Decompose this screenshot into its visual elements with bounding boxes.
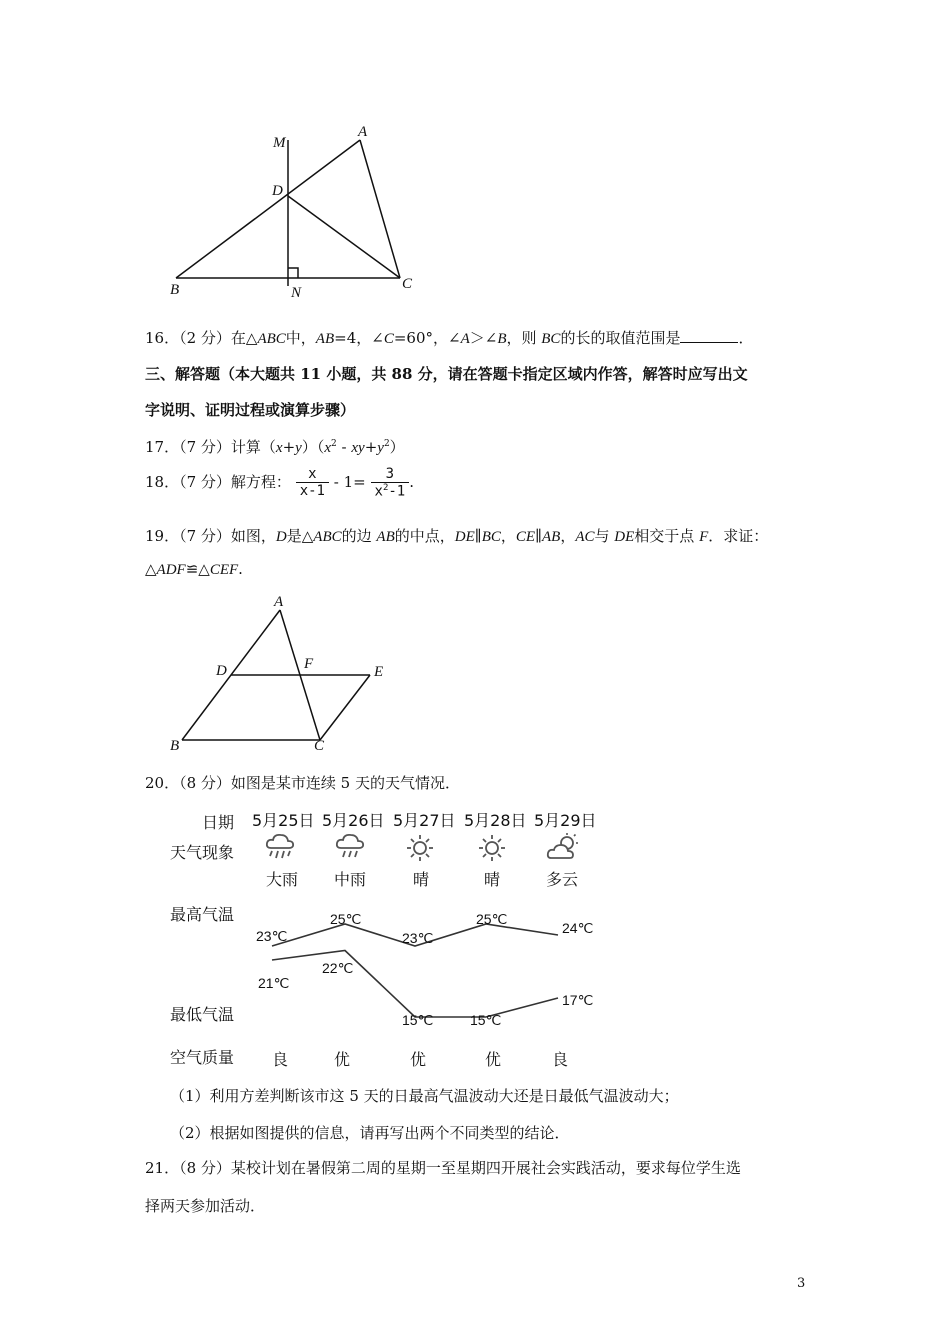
row-label-air: 空气质量 [170,1048,235,1067]
high-temp-3: 23℃ [402,930,434,946]
question-17: 17．（7 分）计算$(x+y)(x^2 - xy+y^2)$ [145,438,405,456]
high-temp-4: 25℃ [476,911,508,927]
weather-2: 中雨 [334,870,367,889]
low-temp-2: 22℃ [322,960,354,976]
segment-dc [288,196,400,278]
air-1: 良 [272,1050,289,1069]
row-label-low: 最低气温 [170,1005,235,1024]
rain-moderate-icon [334,832,366,862]
high-temperature-line [272,924,558,946]
question-19-line1: 19．（7 分）如图，D是△ABC的边 AB的中点，DE∥BC，CE∥AB，AC与 DE相交于点 F．求证： [145,527,769,545]
question-20-title: 20．（8 分）如图是某市连续 5 天的天气情况． [145,774,460,792]
label-e: E [374,664,384,680]
sun-icon [478,834,506,862]
date-2: 5月26日 [322,811,385,830]
row-label-high: 最高气温 [170,905,235,924]
question-16: 16．（2 分）在△ABC中，AB=4，∠C=60°，∠A＞∠B，则 BC的长的取值范围是 ． [145,329,754,347]
date-5: 5月29日 [534,811,597,830]
air-2: 优 [334,1050,351,1069]
rain-heavy-icon [264,832,296,862]
fraction-left: $\frac{x}{x-1}$ [296,466,329,499]
segment-ba [176,140,360,278]
question-19-line2: △ADF≌△CEF. [145,560,243,578]
high-temp-5: 24℃ [562,920,594,936]
sun-icon [406,834,434,862]
question-20-sub2: （2）根据如图提供的信息，请再写出两个不同类型的结论． [170,1124,570,1142]
label-d: D [216,663,227,679]
section-3-heading-line1: 三、解答题（本大题共 11 小题，共 88 分，请在答题卡指定区域内作答，解答时应写出文 [145,365,748,383]
date-1: 5月25日 [252,811,315,830]
low-temp-4: 15℃ [470,1012,502,1028]
segment-ac [360,140,400,278]
weather-1: 大雨 [266,870,299,889]
label-n: N [291,285,302,301]
page-number: 3 [797,1276,806,1291]
figure-triangle-perpendicular [160,118,430,308]
label-a: A [358,124,368,140]
date-4: 5月28日 [464,811,527,830]
question-18: 18．（7 分）解方程： $\frac{x}{x-1}$ - 1= $\frac{3}{x^2-1}$ . [145,466,414,500]
low-temperature-line [272,951,558,1018]
partly-cloudy-icon [546,832,580,862]
label-c: C [402,276,413,292]
high-temp-2: 25℃ [330,911,362,927]
row-label-weather: 天气现象 [170,843,235,862]
question-20-sub1: （1）利用方差判断该市这 5 天的日最高气温波动大还是日最低气温波动大； [170,1087,679,1105]
weather-3: 晴 [413,870,430,889]
label-d: D [272,183,283,199]
air-5: 良 [552,1050,569,1069]
low-temp-5: 17℃ [562,992,594,1008]
date-3: 5月27日 [393,811,456,830]
question-21-line1: 21．（8 分）某校计划在暑假第二周的星期一至星期四开展社会实践活动，要求每位学生选 [145,1159,741,1177]
section-3-heading-line2: 字说明、证明过程或演算步骤） [145,401,356,419]
air-3: 优 [410,1050,427,1069]
low-temp-1: 21℃ [258,975,290,991]
high-temp-1: 23℃ [256,928,288,944]
low-temp-3: 15℃ [402,1012,434,1028]
label-c: C [314,738,325,754]
air-4: 优 [485,1050,502,1069]
weather-4: 晴 [484,870,501,889]
figure-parallelogram [170,598,400,753]
label-f: F [304,656,314,672]
label-b: B [170,282,180,298]
question-21-line2: 择两天参加活动． [145,1197,266,1215]
label-b: B [170,738,180,754]
weather-5: 多云 [546,870,579,889]
label-a: A [274,594,284,610]
answer-blank [680,328,738,343]
segment-ce [320,675,370,740]
right-angle-mark [288,268,298,278]
label-m: M [273,135,286,151]
row-label-date: 日期 [202,813,235,832]
fraction-right: $\frac{3}{x^2-1}$ [371,466,410,500]
